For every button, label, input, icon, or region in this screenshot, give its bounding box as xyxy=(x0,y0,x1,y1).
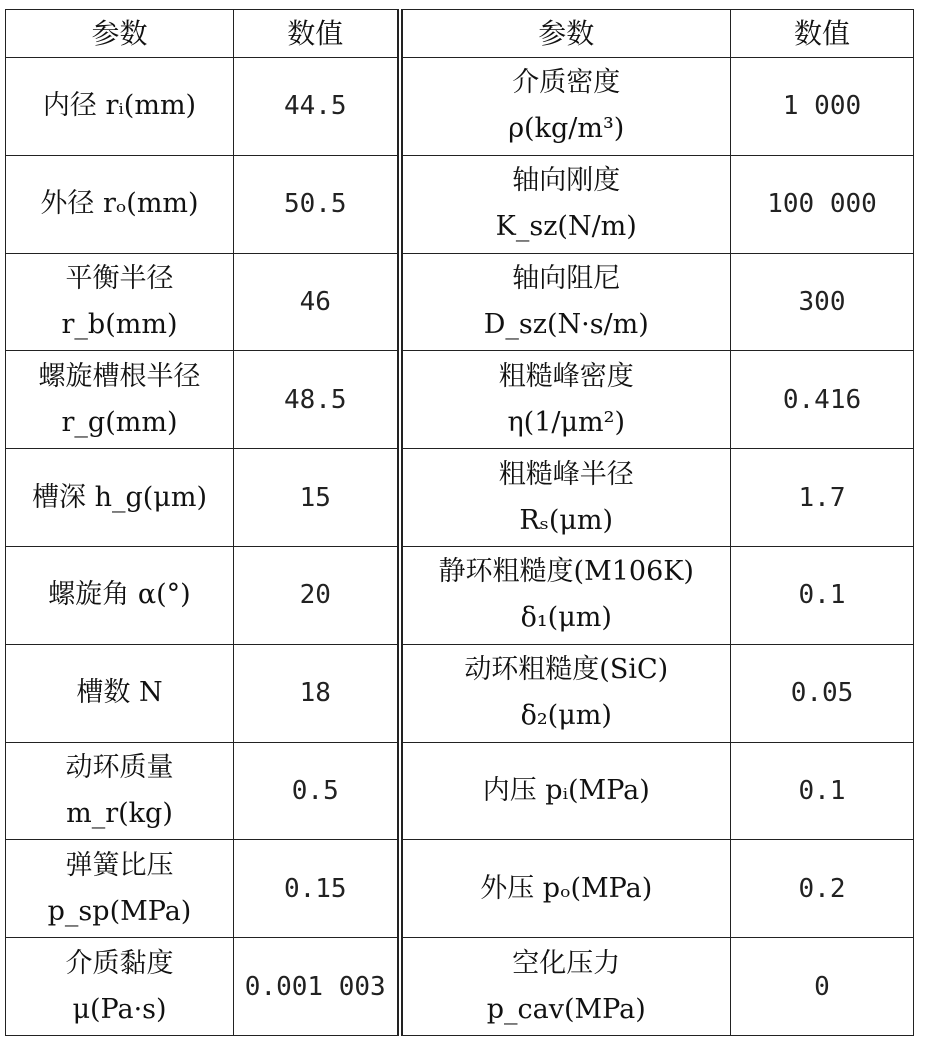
param-cell-right-line: 粗糙峰密度 xyxy=(498,360,634,392)
value-cell-left: 15 xyxy=(234,449,400,547)
table-body xyxy=(6,58,914,1036)
param-cell-right-line: K_sz(N/m) xyxy=(495,211,637,243)
param-cell-left-line: 槽深 h_g(μm) xyxy=(32,481,207,513)
param-cell-left xyxy=(6,546,234,644)
param-cell-right-line: η(1/μm²) xyxy=(507,406,625,438)
param-cell-right xyxy=(400,58,731,156)
param-cell-right xyxy=(400,351,731,449)
value-cell-left: 44.5 xyxy=(234,58,400,156)
header-value-1: 数值 xyxy=(234,10,400,58)
value-cell-right: 1 000 xyxy=(731,58,914,156)
param-cell-left-line: 槽数 N xyxy=(76,677,163,709)
param-cell-left-line: r_b(mm) xyxy=(61,308,178,340)
param-cell-left xyxy=(6,351,234,449)
value-cell-left: 46 xyxy=(234,253,400,351)
value-cell-right: 0 xyxy=(731,938,914,1036)
param-cell-left-line: p_sp(MPa) xyxy=(47,895,192,927)
value-cell-left: 0.001 003 xyxy=(234,938,400,1036)
param-cell-right-line: p_cav(MPa) xyxy=(486,993,646,1025)
value-cell-right: 100 000 xyxy=(731,155,914,253)
param-cell-right-line: 粗糙峰半径 xyxy=(498,458,634,490)
table-row xyxy=(6,351,914,449)
table-row xyxy=(6,546,914,644)
param-cell-right-line: 静环粗糙度(M106K) xyxy=(438,556,694,588)
table-row xyxy=(6,840,914,938)
param-cell-left-line: 介质黏度 xyxy=(65,947,174,979)
value-cell-right: 0.416 xyxy=(731,351,914,449)
param-cell-left xyxy=(6,449,234,547)
param-cell-left-line: 外径 rₒ(mm) xyxy=(40,188,199,220)
param-cell-right xyxy=(400,253,731,351)
param-cell-right-line: 内压 pᵢ(MPa) xyxy=(482,774,650,806)
header-value-2: 数值 xyxy=(731,10,914,58)
param-cell-left-line: 弹簧比压 xyxy=(65,849,174,881)
param-cell-right-line: δ₁(μm) xyxy=(520,602,612,634)
param-cell-left-line: 螺旋角 α(°) xyxy=(48,579,191,611)
param-cell-right-line: 轴向刚度 xyxy=(512,165,621,197)
param-cell-left xyxy=(6,58,234,156)
table-row xyxy=(6,938,914,1036)
param-cell-left-line: 平衡半径 xyxy=(65,262,174,294)
value-cell-right: 0.2 xyxy=(731,840,914,938)
param-cell-right-line: 介质密度 xyxy=(512,67,621,99)
table-row xyxy=(6,253,914,351)
table-row xyxy=(6,644,914,742)
value-cell-right: 0.05 xyxy=(731,644,914,742)
table-row xyxy=(6,449,914,547)
value-cell-left: 0.15 xyxy=(234,840,400,938)
value-cell-right: 0.1 xyxy=(731,546,914,644)
param-cell-right xyxy=(400,546,731,644)
parameter-table xyxy=(5,9,914,1036)
param-cell-right-line: ρ(kg/m³) xyxy=(508,113,625,145)
param-cell-left xyxy=(6,742,234,840)
value-cell-right: 1.7 xyxy=(731,449,914,547)
param-cell-left-line: 动环质量 xyxy=(65,751,174,783)
value-cell-right: 300 xyxy=(731,253,914,351)
param-cell-left xyxy=(6,644,234,742)
header-param-1: 参数 xyxy=(6,10,234,58)
value-cell-right: 0.1 xyxy=(731,742,914,840)
param-cell-right-line: 动环粗糙度(SiC) xyxy=(464,654,669,686)
param-cell-right-line: 轴向阻尼 xyxy=(512,262,621,294)
param-cell-right-line: 外压 pₒ(MPa) xyxy=(480,872,653,904)
header-row xyxy=(6,10,914,58)
value-cell-left: 18 xyxy=(234,644,400,742)
value-cell-left: 48.5 xyxy=(234,351,400,449)
param-cell-left-line: μ(Pa·s) xyxy=(72,993,167,1025)
param-cell-left xyxy=(6,938,234,1036)
header-param-2: 参数 xyxy=(400,10,731,58)
param-cell-right-line: Rₛ(μm) xyxy=(519,504,614,536)
param-cell-right xyxy=(400,155,731,253)
param-cell-left xyxy=(6,840,234,938)
param-cell-right xyxy=(400,644,731,742)
param-cell-left xyxy=(6,253,234,351)
param-cell-left-line: 内径 rᵢ(mm) xyxy=(42,90,197,122)
param-cell-right-line: δ₂(μm) xyxy=(520,700,612,732)
param-cell-right-line: D_sz(N·s/m) xyxy=(483,308,649,340)
param-cell-right xyxy=(400,840,731,938)
param-cell-right xyxy=(400,938,731,1036)
param-cell-right xyxy=(400,742,731,840)
param-cell-left xyxy=(6,155,234,253)
param-cell-left-line: r_g(mm) xyxy=(61,406,178,438)
table-row xyxy=(6,155,914,253)
value-cell-left: 50.5 xyxy=(234,155,400,253)
param-cell-left-line: 螺旋槽根半径 xyxy=(38,360,201,392)
value-cell-left: 0.5 xyxy=(234,742,400,840)
param-cell-left-line: m_r(kg) xyxy=(66,797,173,829)
table-row xyxy=(6,742,914,840)
param-cell-right xyxy=(400,449,731,547)
value-cell-left: 20 xyxy=(234,546,400,644)
param-cell-right-line: 空化压力 xyxy=(512,947,621,979)
table-row xyxy=(6,58,914,156)
